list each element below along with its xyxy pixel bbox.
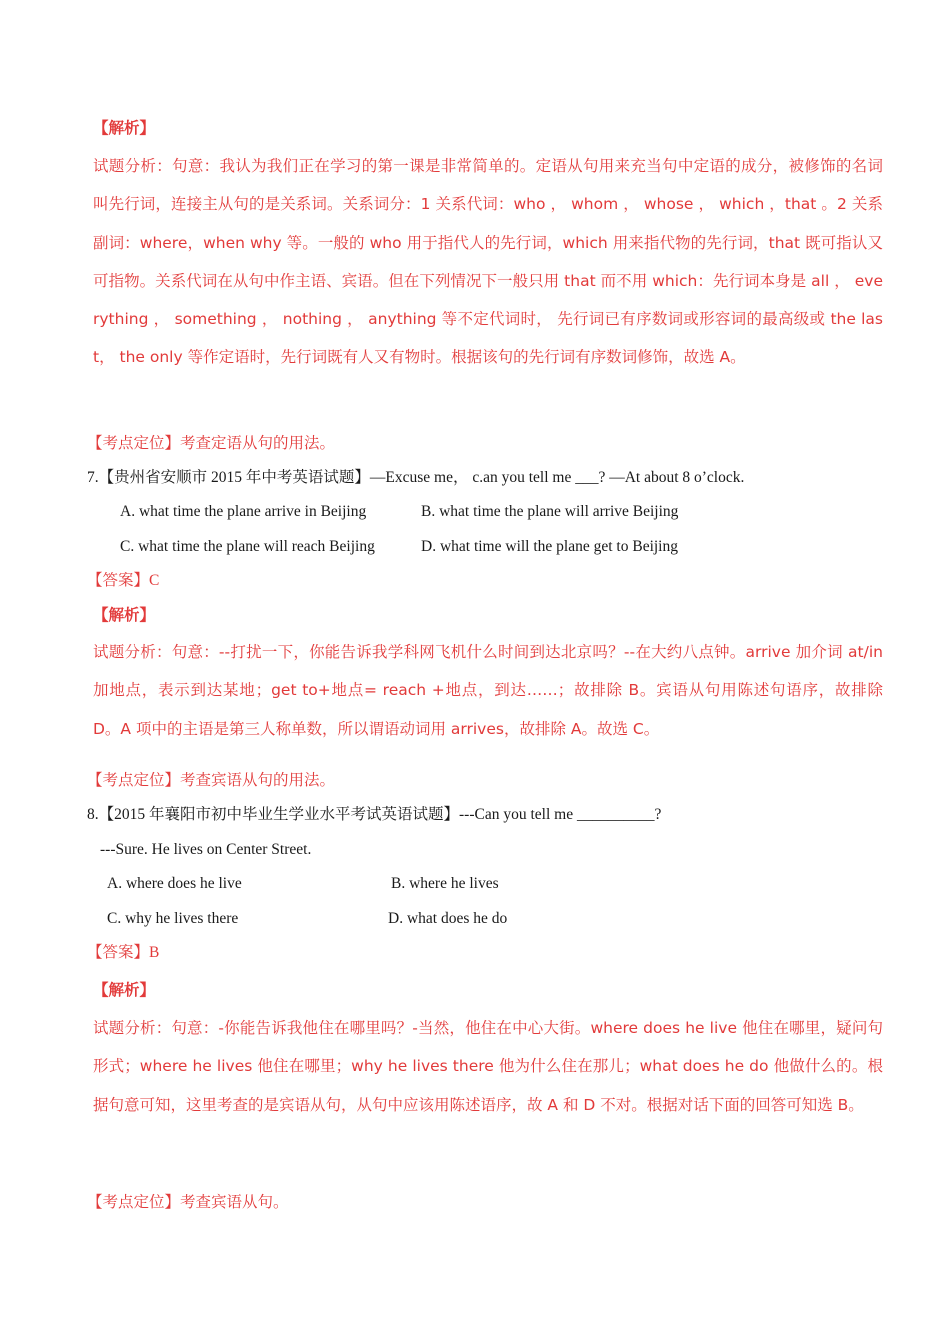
answer <box>87 943 159 963</box>
question-stem: ---Can you tell me __________? <box>459 806 662 823</box>
question-number: 8. <box>87 806 99 823</box>
answer-value: B <box>149 944 160 961</box>
question-reply: ---Sure. He lives on Center Street. <box>100 841 312 858</box>
analysis-text: 试题分析：句意：我认为我们正在学习的第一课是非常简单的。定语从句用来充当句中定语的成分，被修饰的名词叫先行词，连接主从句的是关系词。关系词分：1 关系代词：who ， whom ， whose ， which ，that 。2 关系副词：where，when why 等。一般的 who 用于指代人的先行词，which 用来指代物的先行词，that 既可指认又可指物。关系代词在从句中作主语、宾语。但在下列情况下一般只用 that 而不用 which：先行词本身是 all ， everything ， something ， nothing ， anything 等不定代词时， 先行词已有序数词或形容词的最高级或 the last， the only 等作定语时，先行词既有人又有物时。根据该句的先行词有序数词修饰，故选 A。 <box>93 157 883 367</box>
answer-label: 【答案】 <box>87 572 150 589</box>
question-source: 【贵州省安顺市 2015 年中考英语试题】 <box>98 469 370 486</box>
analysis-text: 试题分析：句意：-你能告诉我他住在哪里吗？-当然，他住在中心大街。where does he live 他住在哪里，疑问句形式；where he lives 他住在哪里；why he lives there 他为什么住在那儿；what does he do 他做什么的。根据句意可知，这里考查的是宾语从句，从句中应该用陈述语序，故 A 和 D 不对。根据对话下面的回答可知选 B。 <box>93 1019 883 1114</box>
question-stem: —Excuse me， c.an you tell me ___? —At about 8 o’clock. <box>369 469 745 486</box>
answer <box>87 571 159 591</box>
question-7 <box>87 468 744 488</box>
option-d: D. what time will the plane get to Beijing <box>421 538 678 555</box>
knowledge-point-label: 【考点定位】 <box>87 772 181 789</box>
knowledge-point-text: 考查宾语从句。 <box>180 1194 289 1211</box>
answer-label: 【答案】 <box>87 944 150 961</box>
option-a: A. what time the plane arrive in Beijing <box>120 503 367 520</box>
option-c: C. why he lives there <box>107 910 239 927</box>
knowledge-point <box>87 434 335 454</box>
analysis-text: 试题分析：句意：--打扰一下，你能告诉我学科网飞机什么时间到达北京吗？--在大约八点钟。arrive 加介词 at/in 加地点，表示到达某地；get to+地点= reach +地点，到达……；故排除 B。宾语从句用陈述句语序，故排除 D。A 项中的主语是第三人称单数，所以谓语动词用 arrives，故排除 A。故选 C。 <box>93 643 883 738</box>
knowledge-point-text: 考查宾语从句的用法。 <box>180 772 336 789</box>
question-source: 【2015 年襄阳市初中毕业生学业水平考试英语试题】 <box>98 806 460 823</box>
option-a: A. where does he live <box>107 875 242 892</box>
analysis-heading: 【解析】 <box>93 981 156 999</box>
option-c: C. what time the plane will reach Beijing <box>120 538 375 555</box>
option-b: B. where he lives <box>391 875 499 892</box>
question-number: 7. <box>87 469 99 486</box>
knowledge-point <box>87 771 335 791</box>
question-8 <box>87 805 661 825</box>
knowledge-point <box>87 1193 289 1213</box>
analysis-heading: 【解析】 <box>93 119 156 137</box>
option-b: B. what time the plane will arrive Beijing <box>421 503 679 520</box>
knowledge-point-text: 考查定语从句的用法。 <box>180 435 336 452</box>
analysis-heading: 【解析】 <box>93 606 156 624</box>
answer-value: C <box>149 572 160 589</box>
knowledge-point-label: 【考点定位】 <box>87 1194 181 1211</box>
option-d: D. what does he do <box>388 910 508 927</box>
knowledge-point-label: 【考点定位】 <box>87 435 181 452</box>
